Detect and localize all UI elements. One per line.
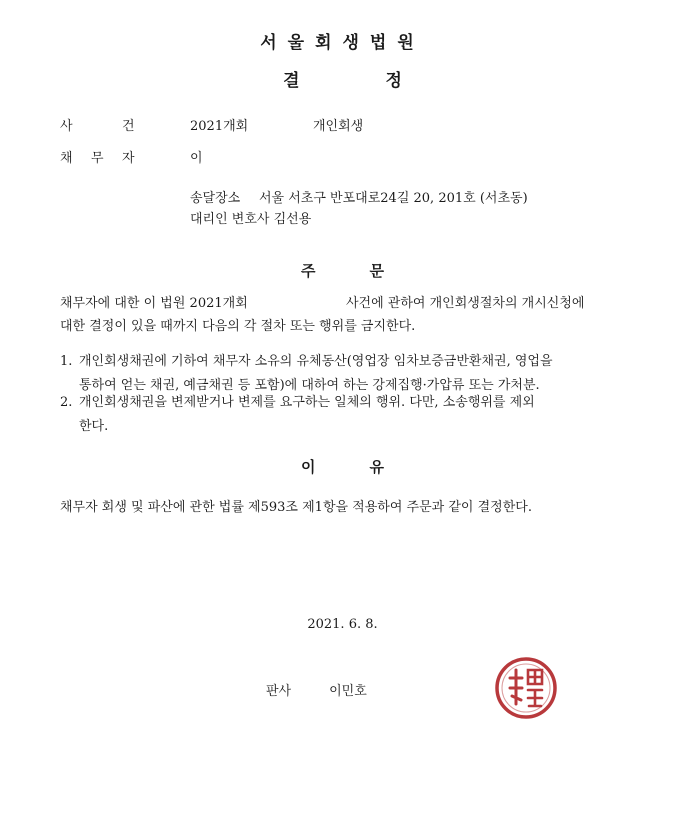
order-item-2-number: 2. <box>60 395 73 410</box>
order-heading <box>0 260 685 281</box>
order-item-2-line2: 한다. <box>79 419 109 434</box>
order-item-1-line1: 개인회생채권에 기하여 채무자 소유의 유체동산(영업장 임차보증금반환채권, 영업을 <box>79 354 553 369</box>
seal-graphic <box>497 659 555 717</box>
judge-name: 이민호 <box>329 684 367 699</box>
order-item-1-line2: 통하여 얻는 채권, 예금채권 등 포함)에 대하여 하는 강제집행·가압류 또는 가처분. <box>79 378 540 393</box>
case-type: 개인회생 <box>313 119 364 134</box>
document-title <box>0 66 685 91</box>
order-heading-left: 주 <box>301 262 316 280</box>
debtor-label-char-1: 채 <box>60 151 73 166</box>
order-intro-line2: 대한 결정이 있을 때까지 다음의 각 절차 또는 행위를 금지한다. <box>60 319 416 334</box>
order-item-1-number: 1. <box>60 354 73 369</box>
case-label-char-1: 사 <box>60 119 73 134</box>
judge-seal-stamp <box>494 656 558 720</box>
debtor-representative: 대리인 변호사 김선용 <box>190 212 312 227</box>
document-title-left: 결 <box>283 71 300 91</box>
debtor-name: 이 <box>190 151 203 166</box>
debtor-address: 서울 서초구 반포대로24길 20, 201호 (서초동) <box>259 191 528 206</box>
reason-heading-right: 유 <box>369 458 384 476</box>
case-number: 2021개회 <box>190 119 249 134</box>
reason-heading <box>0 456 685 477</box>
case-label-char-2: 건 <box>122 119 135 134</box>
order-intro-line1-b: 사건에 관하여 개인회생절차의 개시신청에 <box>346 296 585 311</box>
decision-date: 2021. 6. 8. <box>307 617 378 632</box>
judge-title: 판사 <box>266 684 292 699</box>
debtor-label-char-2: 무 <box>91 151 104 166</box>
order-item-2 <box>60 391 620 439</box>
debtor-label-char-3: 자 <box>122 151 135 166</box>
order-heading-right: 문 <box>369 262 384 280</box>
reason-heading-left: 이 <box>301 458 316 476</box>
reason-text: 채무자 회생 및 파산에 관한 법률 제593조 제1항을 적용하여 주문과 같이 결정한다. <box>60 500 532 515</box>
document-title-right: 정 <box>385 71 402 91</box>
court-name: 서울회생법원 <box>260 33 425 53</box>
address-label: 송달장소 <box>190 191 241 206</box>
order-item-2-line1: 개인회생채권을 변제받거나 변제를 요구하는 일체의 행위. 다만, 소송행위를 제외 <box>79 395 535 410</box>
order-intro-line1-a: 채무자에 대한 이 법원 2021개회 <box>60 296 248 311</box>
judge-signature-line <box>266 680 367 699</box>
